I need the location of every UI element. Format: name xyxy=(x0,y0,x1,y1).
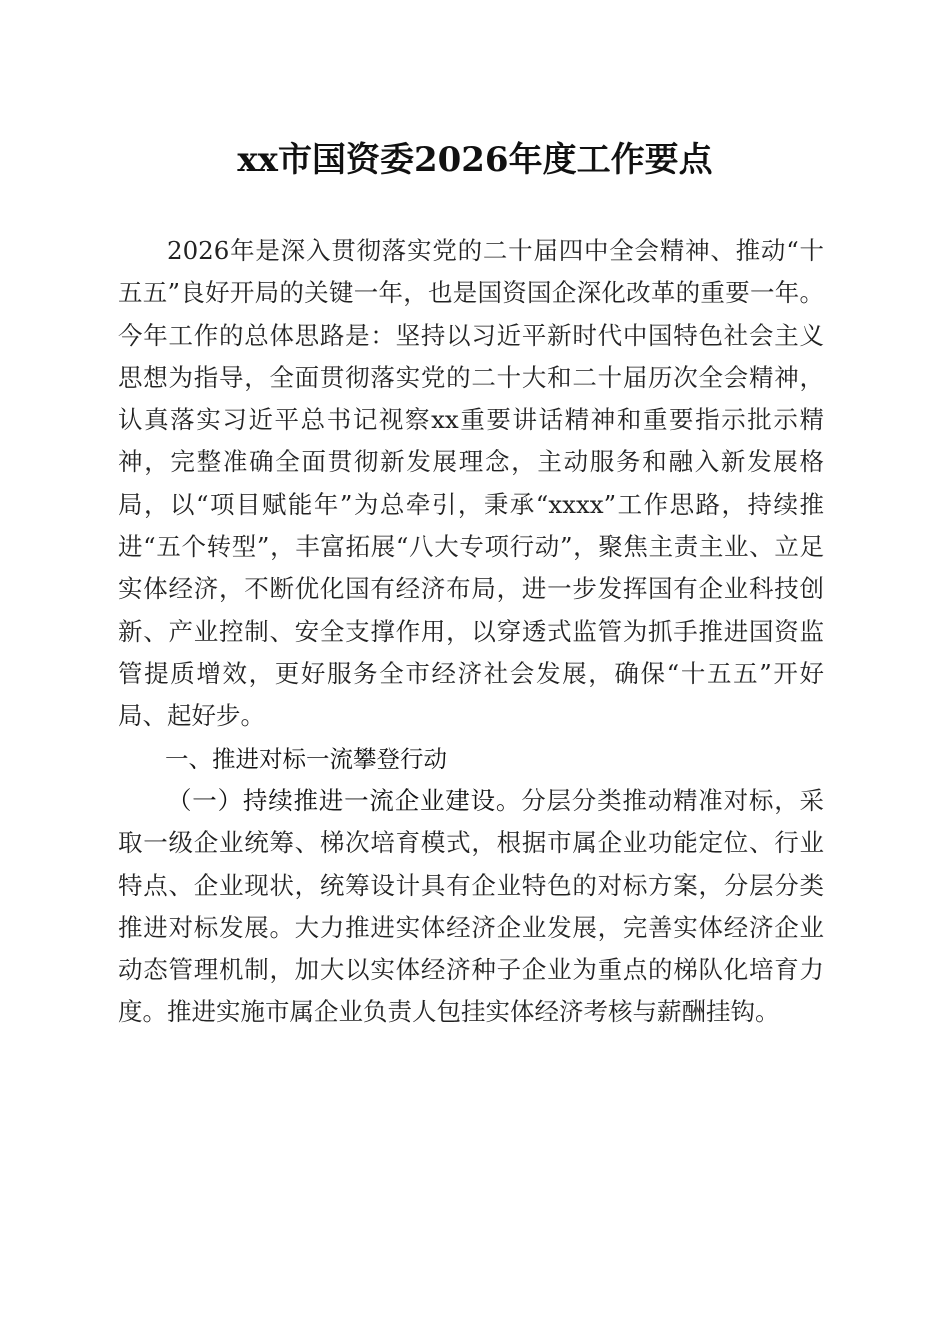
document-title: xx市国资委2026年度工作要点 xyxy=(237,140,713,180)
subsection-paragraph xyxy=(118,780,824,1034)
intro-paragraph: 2026年是深入贯彻落实党的二十届四中全会精神、推动“十五五”良好开局的关键一年，也是国资国企深化改革的重要一年。今年工作的总体思路是：坚持以习近平新时代中国特色社会主义思想为指导，全面贯彻落实党的二十大和二十届历次全会精神，认真落实习近平总书记视察xx重要讲话精神和重要指示批示精神，完整准确全面贯彻新发展理念，主动服务和融入新发展格局，以“项目赋能年”为总牵引，秉承“xxxx”工作思路，持续推进“五个转型”，丰富拓展“八大专项行动”，聚焦主责主业、立足实体经济，不断优化国有经济布局，进一步发挥国有企业科技创新、产业控制、安全支撑作用，以穿透式监管为抓手推进国资监管提质增效，更好服务全市经济社会发展，确保“十五五”开好局、起好步。 xyxy=(118,236,824,731)
subsection-heading: （一）持续推进一流企业建设。 xyxy=(167,786,522,815)
subsection-text: 分层分类推动精准对标，采取一级企业统筹、梯次培育模式，根据市属企业功能定位、行业特点、企业现状，统筹设计具有企业特色的对标方案，分层分类推进对标发展。大力推进实体经济企业发展，完善实体经济企业动态管理机制，加大以实体经济种子企业为重点的梯队化培育力度。推进实施市属企业负责人包挂实体经济考核与薪酬挂钩。 xyxy=(118,786,825,1027)
section-heading: 一、推进对标一流攀登行动 xyxy=(165,745,447,773)
